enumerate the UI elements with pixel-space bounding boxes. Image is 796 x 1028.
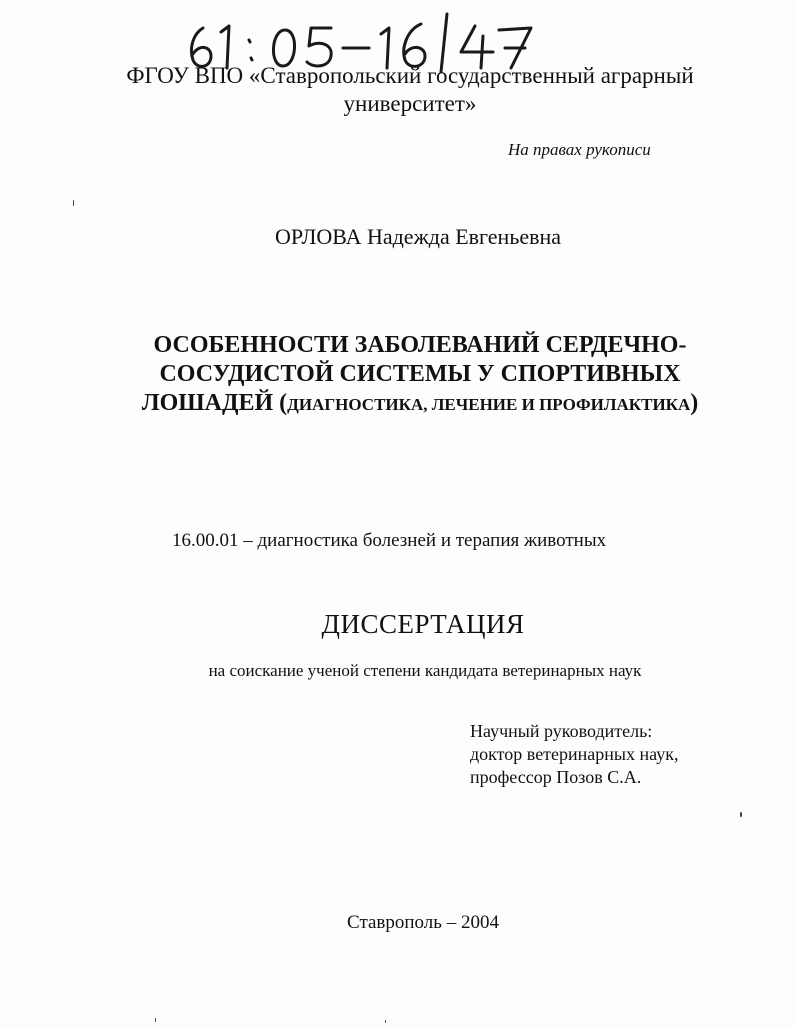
city-year: Ставрополь – 2004 — [347, 912, 499, 933]
author-name: ОРЛОВА Надежда Евгеньевна — [275, 224, 562, 249]
title-line-3 — [100, 389, 740, 419]
title-line-3-sub: ДИАГНОСТИКА, ЛЕЧЕНИЕ И ПРОФИЛАКТИКА — [287, 395, 691, 414]
dissertation-title — [100, 331, 740, 419]
institution-line-1: ФГОУ ВПО «Ставропольский государственный аграрный — [126, 63, 694, 88]
scan-speck — [73, 200, 74, 206]
institution-name — [80, 62, 740, 118]
rights-note: На правах рукописи — [508, 140, 651, 159]
supervisor-line-2: доктор ветеринарных наук, — [470, 744, 679, 764]
title-line-3-main: ЛОШАДЕЙ ( — [141, 390, 288, 416]
title-line-3-end: ) — [690, 390, 699, 416]
title-line-1: ОСОБЕННОСТИ ЗАБОЛЕВАНИЙ СЕРДЕЧНО- — [153, 332, 687, 358]
scan-speck — [155, 1018, 156, 1022]
document-type: ДИССЕРТАЦИЯ — [321, 609, 525, 639]
scan-speck — [385, 1020, 386, 1023]
scan-speck — [740, 812, 742, 817]
degree-description: на соискание ученой степени кандидата ветеринарных наук — [208, 661, 642, 680]
title-line-2: СОСУДИСТОЙ СИСТЕМЫ У СПОРТИВНЫХ — [159, 361, 681, 387]
institution-line-2: университет» — [343, 91, 477, 116]
supervisor-line-3: профессор Позов С.А. — [470, 767, 642, 787]
specialty-code: 16.00.01 – диагностика болезней и терапия животных — [172, 530, 607, 551]
supervisor-block — [470, 720, 678, 789]
supervisor-line-1: Научный руководитель: — [470, 721, 653, 741]
